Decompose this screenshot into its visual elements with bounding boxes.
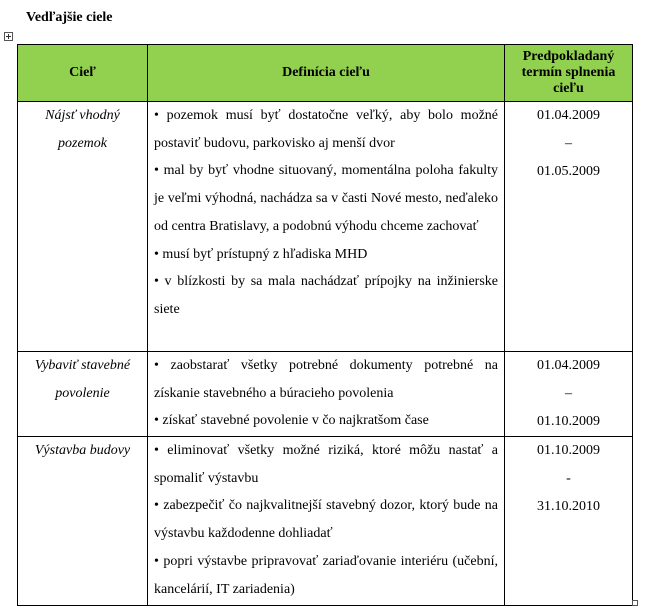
header-goal: Cieľ <box>18 45 148 102</box>
goal-name-cell: Vybaviť stavebné povolenie <box>18 352 148 437</box>
goal-definition-cell <box>148 437 505 606</box>
goal-deadline-cell <box>505 437 633 606</box>
date-from: 01.04.2009 <box>537 358 600 373</box>
definition-bullet: • pozemok musí byť dostatočne veľký, aby bolo možné postaviť budovu, parkovisko aj menší dvor <box>154 108 498 151</box>
goal-deadline-cell <box>505 102 633 352</box>
table-resize-handle-icon[interactable] <box>632 600 638 606</box>
definition-bullet: • musí byť prístupný z hľadiska MHD <box>154 246 368 262</box>
header-definition: Definícia cieľu <box>148 45 505 102</box>
date-from: 01.10.2009 <box>537 443 600 458</box>
date-to: 01.10.2009 <box>537 414 600 429</box>
goal-deadline-cell <box>505 352 633 437</box>
date-to: 31.10.2010 <box>537 499 600 514</box>
goal-definition-cell <box>148 102 505 352</box>
date-separator: - <box>566 471 571 486</box>
date-to: 01.05.2009 <box>537 164 600 179</box>
header-deadline: Predpokladaný termín splnenia cieľu <box>505 45 633 102</box>
goal-name-cell: Výstavba budovy <box>18 437 148 606</box>
definition-bullet: • mal by byť vhodne situovaný, momentálna poloha fakulty je veľmi výhodná, nachádza sa v časti Nové mesto, neďaleko od centra Bratislavy, a podobnú výhodu chceme zachovať <box>154 163 498 234</box>
table-row <box>18 352 633 437</box>
table-row <box>18 437 633 606</box>
definition-bullet: • v blízkosti by sa mala nachádzať prípojky na inžinierske siete <box>154 274 498 317</box>
definition-bullet: • eliminovať všetky možné riziká, ktoré môžu nastať a spomaliť výstavbu <box>154 443 498 486</box>
date-separator: – <box>565 136 572 151</box>
table-row <box>18 102 633 352</box>
section-heading: Vedľajšie ciele <box>26 10 113 25</box>
goal-name-cell: Nájsť vhodný pozemok <box>18 102 148 352</box>
definition-bullet: • zabezpečiť čo najkvalitnejší stavebný dozor, ktorý bude na výstavbu každodenne dohliadať <box>154 498 498 542</box>
definition-bullet: • získať stavebné povolenie v čo najkratšom čase <box>154 413 429 429</box>
goal-definition-cell <box>148 352 505 437</box>
definition-bullet: • popri výstavbe pripravovať zariaďovanie interiéru (učební, kancelárií, IT zariadenia) <box>154 553 498 597</box>
goals-table <box>17 44 633 606</box>
date-from: 01.04.2009 <box>537 108 600 123</box>
table-move-handle-icon[interactable] <box>4 32 13 41</box>
date-separator: – <box>565 386 572 401</box>
definition-bullet: • zaobstarať všetky potrebné dokumenty potrebné na získanie stavebného a búracieho povolenia <box>154 358 498 401</box>
table-header-row <box>18 45 633 102</box>
